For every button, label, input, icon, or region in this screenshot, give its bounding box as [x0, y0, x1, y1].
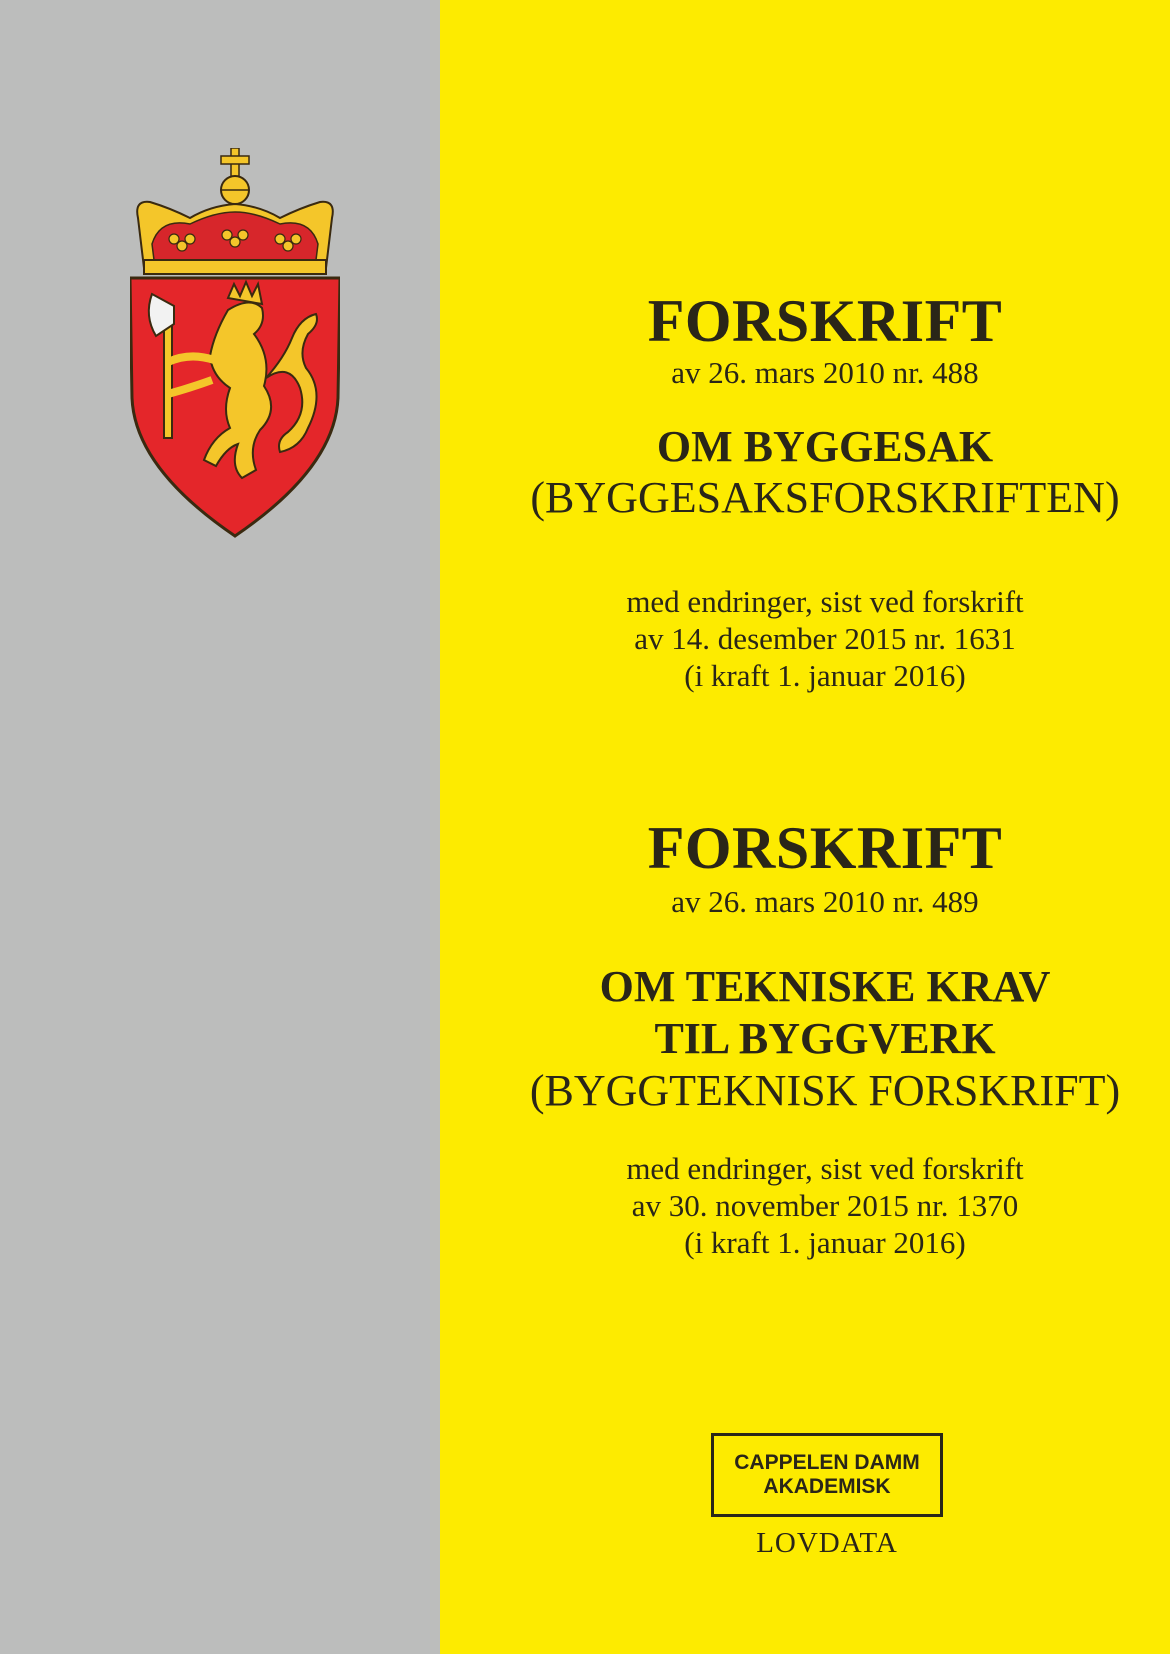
regulation-2-amendment-line-2: av 30. november 2015 nr. 1370 — [631, 1188, 1019, 1223]
regulation-1-amendment-line-3: (i kraft 1. januar 2016) — [684, 658, 966, 693]
regulation-2-subject-line-2: TIL BYGGVERK — [654, 1014, 996, 1063]
regulation-2-subject-line-1: OM TEKNISKE KRAV — [599, 962, 1051, 1011]
regulation-2-amendment-line-1: med endringer, sist ved forskrift — [626, 1151, 1024, 1186]
regulation-1-amendment-line-1: med endringer, sist ved forskrift — [626, 584, 1024, 619]
imprint-lovdata: LOVDATA — [756, 1527, 898, 1559]
publisher-name-line-1: CAPPELEN DAMM — [734, 1451, 920, 1474]
regulation-2-date: av 26. mars 2010 nr. 489 — [671, 884, 979, 919]
regulation-2-amendment-line-3: (i kraft 1. januar 2016) — [684, 1225, 966, 1260]
regulation-2-short-name: (BYGGTEKNISK FORSKRIFT) — [529, 1066, 1121, 1115]
publisher-logo — [711, 1433, 943, 1517]
regulation-1-amendment-line-2: av 14. desember 2015 nr. 1631 — [634, 621, 1016, 656]
norwegian-coat-of-arms-icon — [130, 148, 340, 540]
regulation-2-title: FORSKRIFT — [647, 815, 1003, 881]
regulation-1-subject: OM BYGGESAK — [656, 422, 994, 471]
publisher-name-line-2: AKADEMISK — [763, 1475, 891, 1498]
regulation-1-date: av 26. mars 2010 nr. 488 — [671, 355, 979, 390]
regulation-1-title: FORSKRIFT — [647, 288, 1003, 354]
regulation-1-short-name: (BYGGESAKSFORSKRIFTEN) — [530, 473, 1120, 522]
